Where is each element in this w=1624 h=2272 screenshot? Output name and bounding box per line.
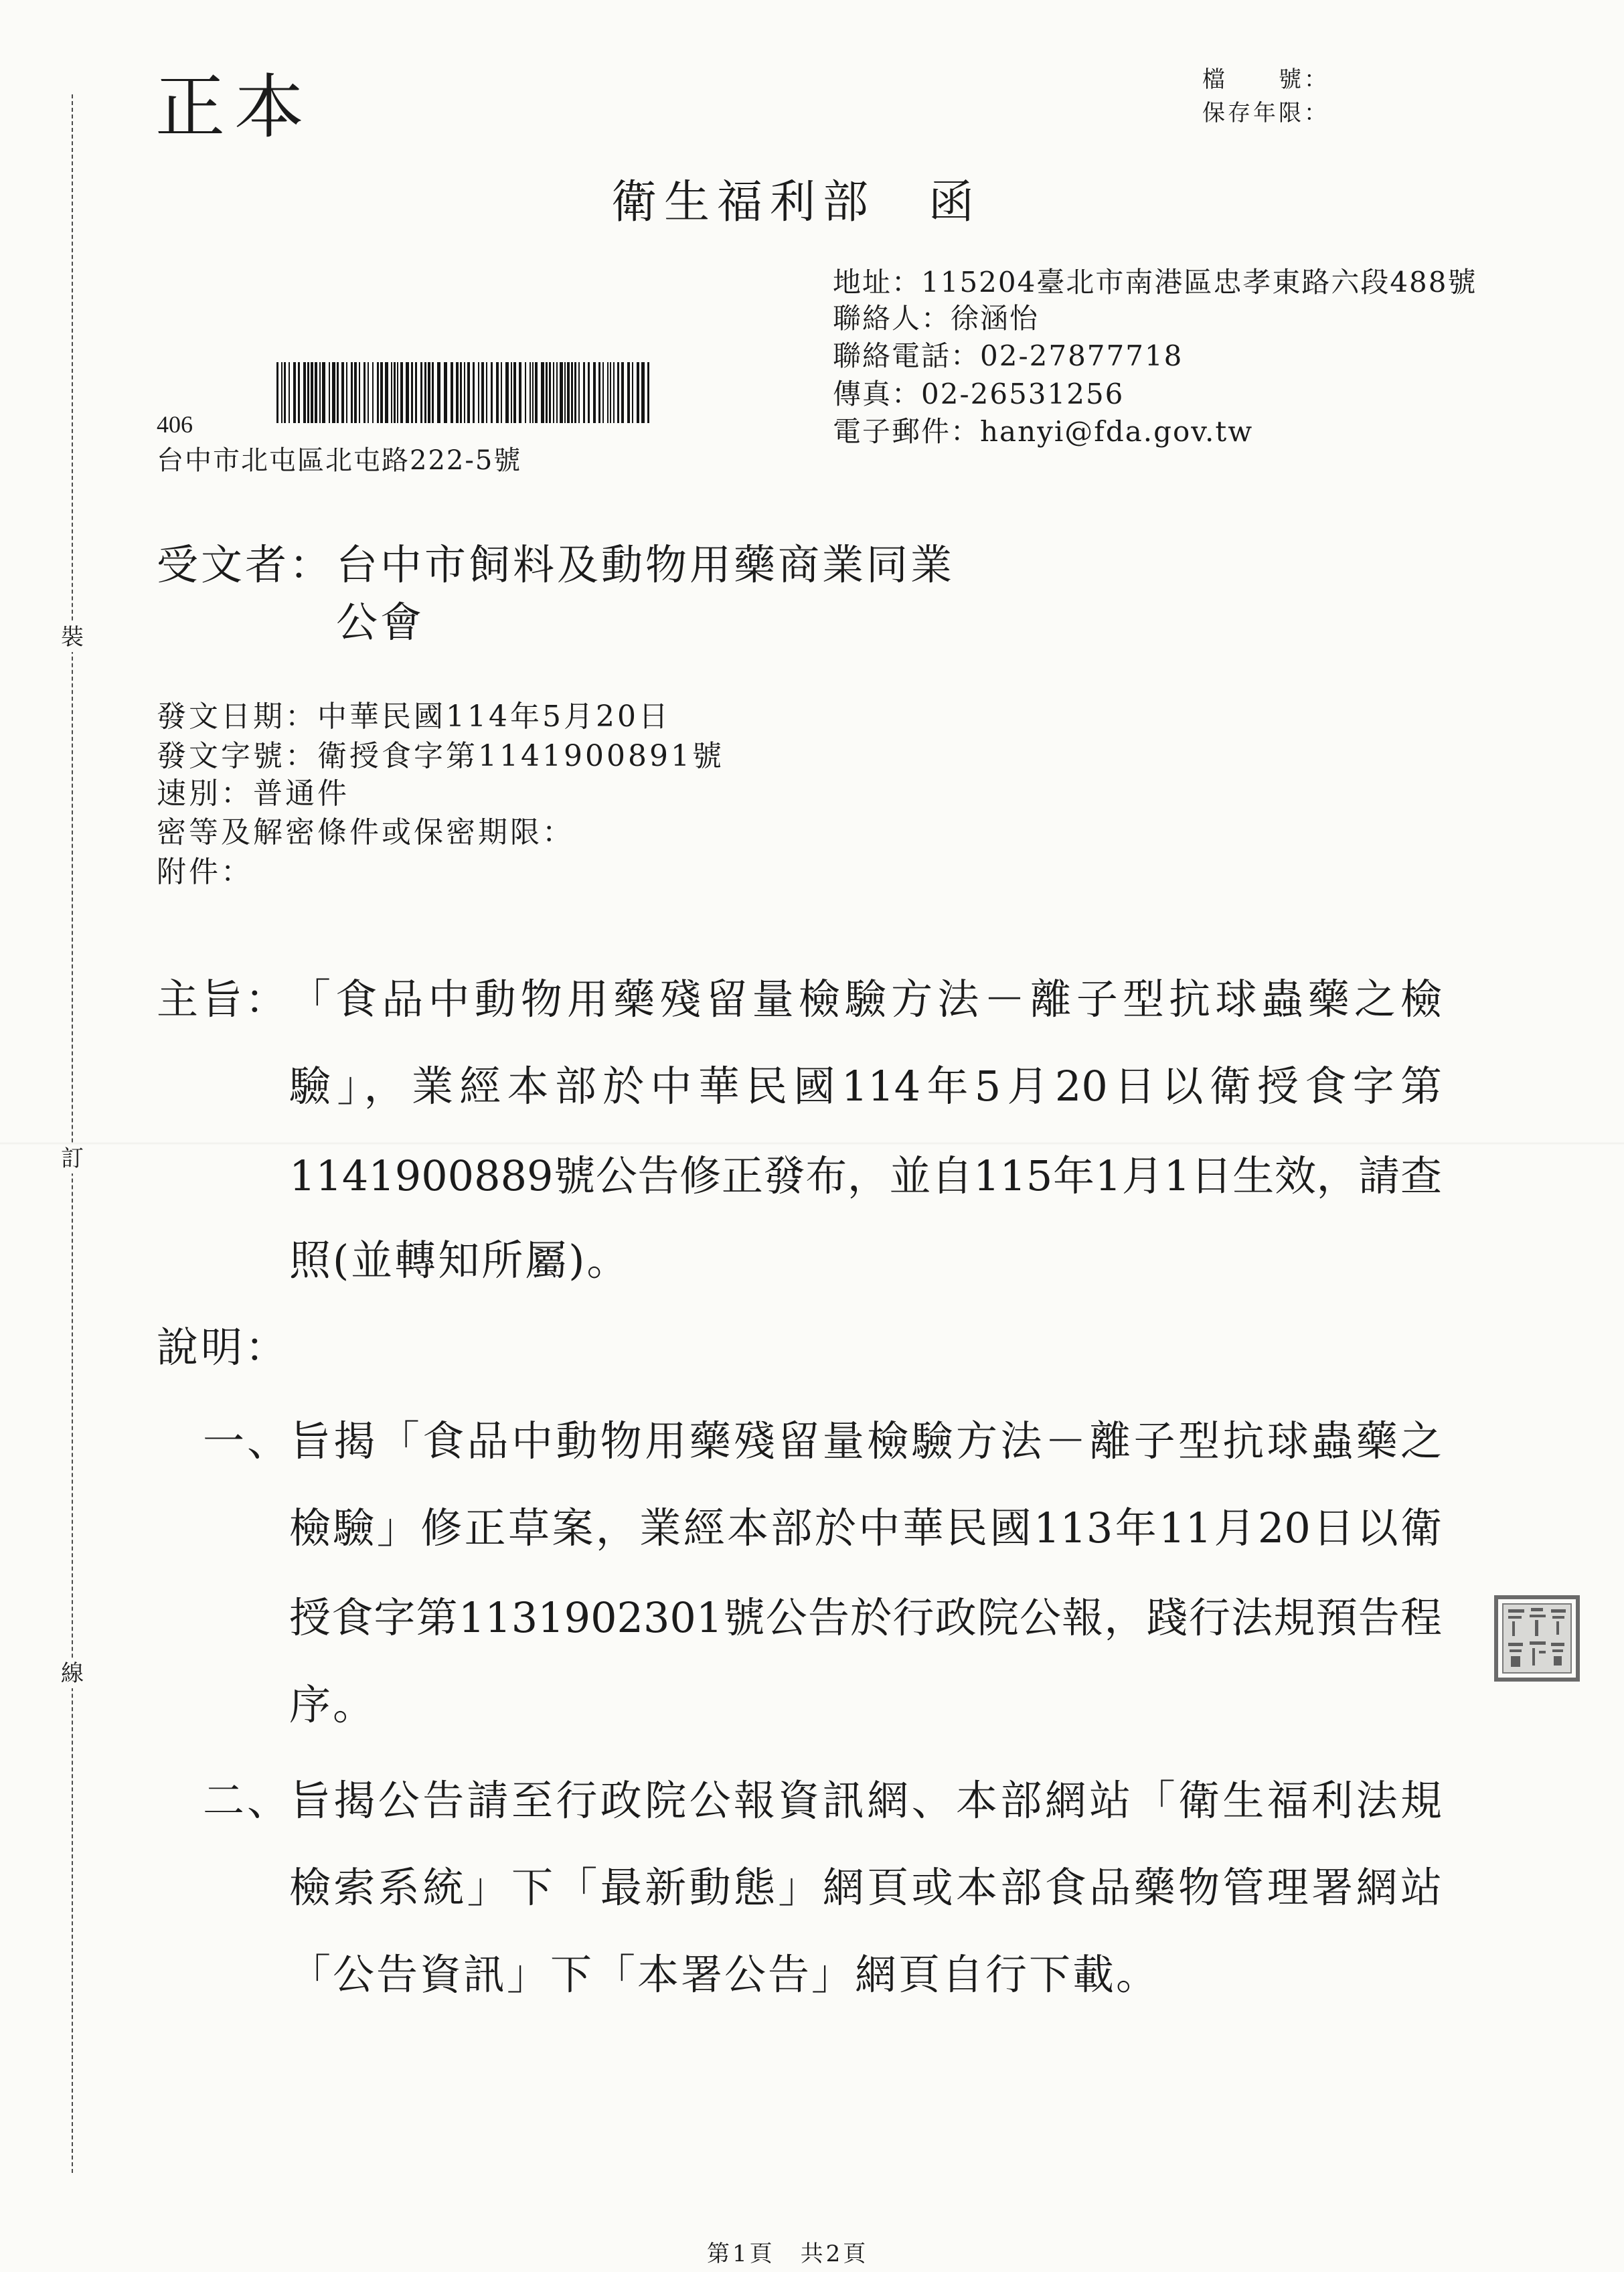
barcode-bar [647,362,649,423]
barcode-bar [556,362,558,423]
barcode-bar [319,362,321,423]
barcode-bar [289,362,290,423]
barcode-bar [341,362,344,423]
item-line: 檢驗」修正草案，業經本部於中華民國113年11月20日以衛 [289,1504,1442,1552]
barcode-bar [473,362,475,423]
binding-margin-line [72,94,73,2173]
barcode-bar [315,362,317,423]
sender-email: 電子郵件：hanyi@fda.gov.tw [833,415,1254,448]
recipient-address: 台中市北屯區北屯路222-5號 [157,445,522,476]
barcode-bar [411,362,413,423]
barcode-bar [632,362,633,423]
recipient-label: 受文者： [157,540,334,589]
barcode-bar [467,362,470,423]
barcode-bar [641,362,645,423]
barcode-bar [406,362,409,423]
barcode-bar [394,362,396,423]
barcode-bar [546,362,548,423]
classification-label: 密等及解密條件或保密期限： [157,815,574,849]
barcode-bar [359,362,360,423]
item-line: 「公告資訊」下「本署公告」網頁自行下載。 [289,1950,1160,1999]
barcode-bar [564,362,566,423]
barcode-bar [486,362,487,423]
barcode-bar [397,362,398,423]
subject-line: 「食品中動物用藥殘留量檢驗方法－離子型抗球蟲藥之檢 [289,975,1442,1024]
barcode-bar [491,362,493,423]
sender-address: 地址：115204臺北市南港區忠孝東路六段488號 [833,266,1477,299]
barcode-bar [610,362,611,423]
barcode-bar [385,362,388,423]
barcode-bar [511,362,512,423]
barcode-bar [481,362,484,423]
barcode-bar [391,362,392,423]
page-number: 第1頁 共2頁 [707,2241,869,2267]
barcode-bar [400,362,403,423]
barcode-bar [627,362,630,423]
item-marker: 一、 [203,1416,292,1465]
barcode-bar [583,362,585,423]
barcode-bar [351,362,353,423]
barcode-bar [613,362,615,423]
document-number: 發文字號：衛授食字第1141900891號 [157,739,724,773]
item-line: 授食字第1131902301號公告於行政院公報，踐行法規預告程 [289,1593,1442,1642]
barcode-bar [377,362,379,423]
barcode-bar [415,362,417,423]
barcode-bar [496,362,499,423]
barcode-bar [354,362,357,423]
retention-period-label: 保存年限： [1202,100,1329,127]
dispatch-date: 發文日期：中華民國114年5月20日 [157,700,671,734]
barcode-bar [368,362,369,423]
barcode-bar [437,362,440,423]
barcode-bar [456,362,459,423]
barcode-bar [532,362,534,423]
sender-fax: 傳真：02-26531256 [833,378,1125,410]
delivery-priority: 速別：普通件 [157,777,349,811]
document-title: 衛生福利部 函 [611,176,982,229]
binding-mark-xian: 線 [59,1659,86,1688]
file-number-label: 檔 號： [1202,66,1329,93]
barcode-bar [567,362,570,423]
barcode-bar [460,362,462,423]
barcode-bar [478,362,479,423]
item-marker: 二、 [203,1776,292,1825]
barcode-bar [284,362,286,423]
barcode-bar [337,362,339,423]
barcode-bar [574,362,576,423]
item-line: 旨揭公告請至行政院公報資訊網、本部網站「衛生福利法規 [289,1776,1442,1825]
subject-line: 驗」，業經本部於中華民國114年5月20日以衛授食字第 [289,1062,1442,1111]
barcode-bar [432,362,434,423]
barcode-bar [298,362,300,423]
barcode-bar [535,362,538,423]
barcode-bar [617,362,619,423]
item-line: 旨揭「食品中動物用藥殘留量檢驗方法－離子型抗球蟲藥之 [289,1416,1442,1465]
barcode-bar [588,362,590,423]
item-line: 序。 [289,1680,377,1729]
barcode-bar [637,362,639,423]
barcode-bar [593,362,596,423]
barcode-bar [303,362,306,423]
recipient-postcode: 406 [157,411,193,438]
item-line: 檢索系統」下「最新動態」網頁或本部食品藥物管理署網站 [289,1863,1442,1912]
barcode-bar [541,362,544,423]
barcode-bar [424,362,426,423]
explanation-label: 說明： [157,1323,290,1372]
barcode-bar [553,362,554,423]
barcode-bar [578,362,580,423]
barcode-bar [322,362,325,423]
binding-mark-zhuang: 裝 [59,623,86,652]
barcode-bar [363,362,366,423]
attachments-label: 附件： [157,855,253,889]
subject-line: 照(並轉知所屬)。 [289,1236,631,1285]
barcode-bar [428,362,430,423]
barcode-bar [420,362,422,423]
recipient-name-line: 台中市飼料及動物用藥商業同業 [336,540,955,589]
barcode-bar [380,362,383,423]
barcode-bar [329,362,330,423]
recipient-name-line: 公會 [336,598,425,647]
barcode-bar [560,362,563,423]
binding-mark-ding: 訂 [59,1144,86,1173]
subject-label: 主旨： [157,975,290,1024]
official-seal-stamp [1492,1593,1582,1684]
barcode-bar [372,362,374,423]
sender-phone: 聯絡電話：02-27877718 [833,339,1184,372]
barcode-bar [346,362,347,423]
barcode-bar [525,362,526,423]
barcode-bar [332,362,335,423]
barcode-bar [598,362,600,423]
barcode-bar [519,362,521,423]
barcode-bar [501,362,502,423]
barcode-bar [513,362,516,423]
barcode-bar [607,362,608,423]
copy-mark: 正本 [155,66,314,148]
barcode-bar [464,362,465,423]
barcode-bar [311,362,313,423]
barcode-bar [293,362,296,423]
barcode [275,362,652,423]
barcode-bar [505,362,509,423]
barcode-bar [444,362,447,423]
paper-fold-crease [0,1142,1624,1145]
barcode-bar [549,362,551,423]
barcode-bar [621,362,624,423]
barcode-bar [307,362,309,423]
barcode-bar [530,362,531,423]
sender-contact-person: 聯絡人：徐涵怡 [833,302,1040,335]
subject-line: 1141900889號公告修正發布，並自115年1月1日生效，請查 [289,1151,1442,1200]
barcode-bar [276,362,278,423]
barcode-bar [602,362,604,423]
barcode-bar [451,362,453,423]
barcode-bar [281,362,282,423]
barcode-bar [571,362,573,423]
